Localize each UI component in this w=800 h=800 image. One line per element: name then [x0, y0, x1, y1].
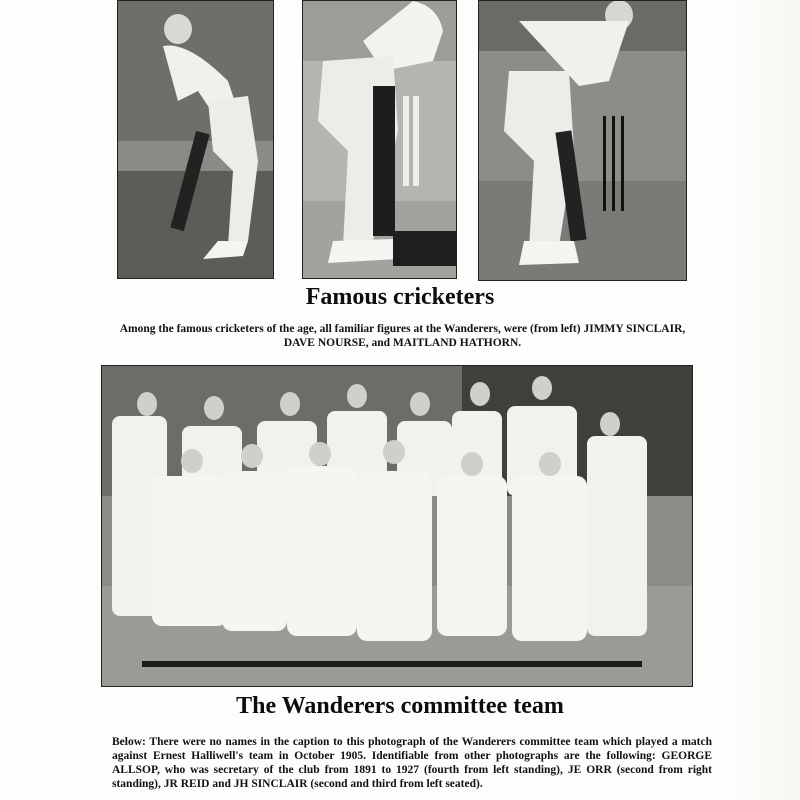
cricketer-1-image [118, 1, 273, 278]
committee-team-image [102, 366, 692, 686]
section2-heading: The Wanderers committee team [236, 693, 564, 719]
cricketer-3-image [479, 1, 686, 280]
photo-cricketer-3 [478, 0, 687, 281]
section1-caption: Among the famous cricketers of the age, all familiar figures at the Wanderers, were (from left) JIMMY SINCLAIR, DAVE NOURSE, and MAITLAND HATHORN. [119, 323, 686, 349]
section2-caption: Below: There were no names in the caption to this photograph of the Wanderers committee team which played a match against Ernest Halliwell's team in October 1905. Identifiable from other photographs are the following: GEORGE ALLSOP, who was secretary of the club from 1891 to 1927 (fourth from left standing), JE ORR (second from right standing), JR REID and JH SINCLAIR (second and third from left seated). [112, 736, 712, 790]
page-edge-shadow [730, 0, 800, 800]
photo-cricketer-2 [302, 0, 457, 279]
photo-cricketer-1 [117, 0, 274, 279]
cricketer-2-image [303, 1, 456, 278]
section1-heading: Famous cricketers [305, 284, 495, 310]
photo-committee-team [101, 365, 693, 687]
